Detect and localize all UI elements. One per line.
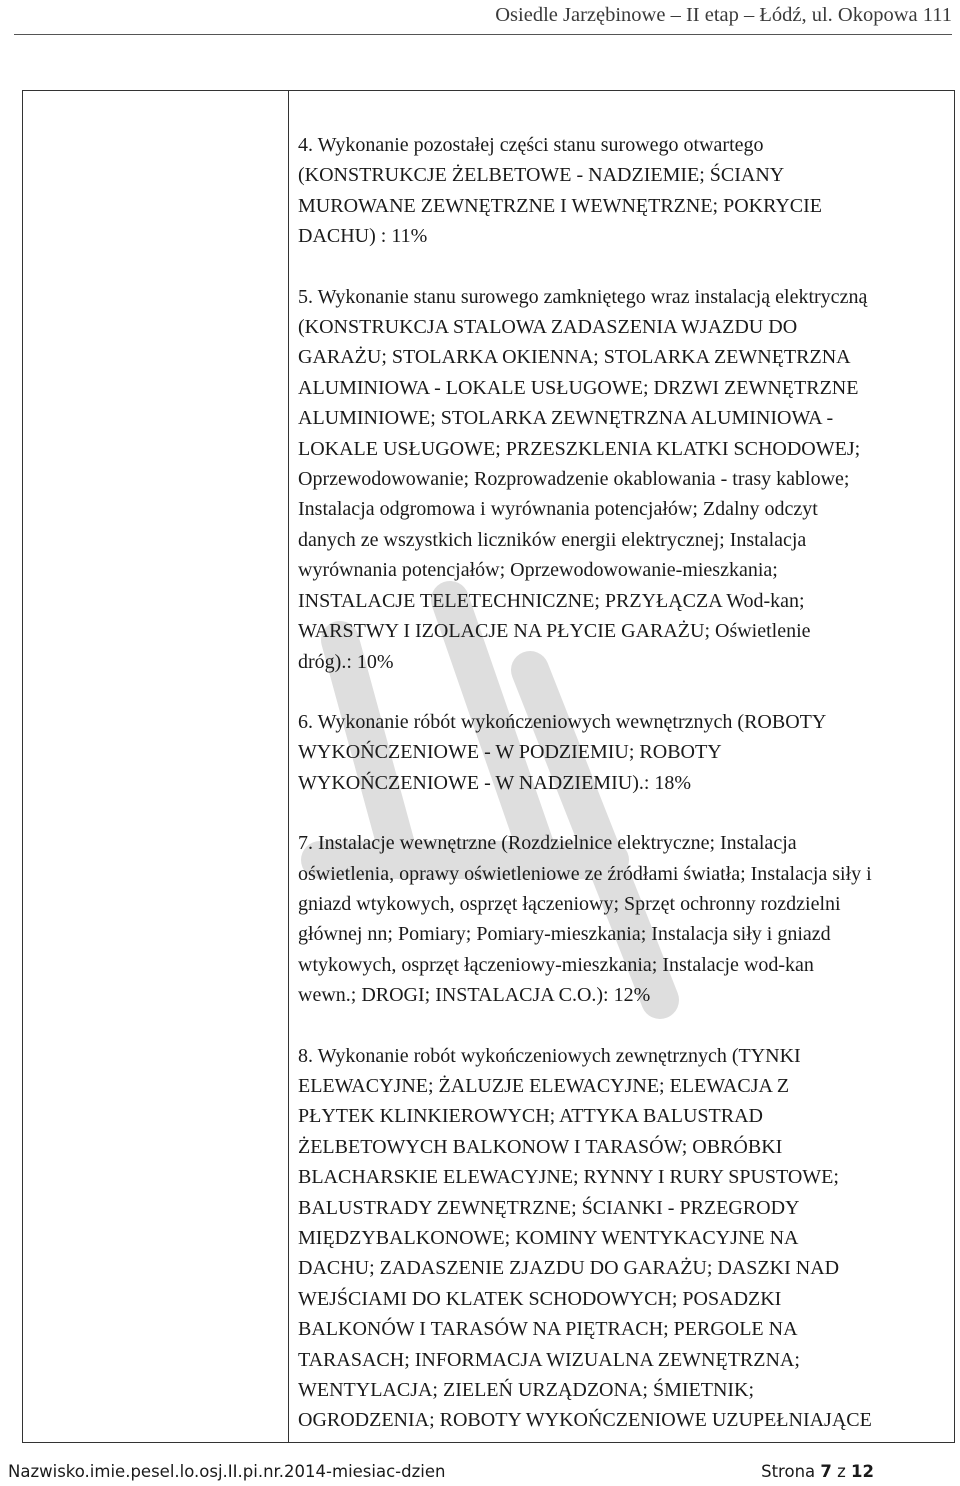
item-8-text: 8. Wykonanie robót wykończeniowych zewnętrznych (TYNKI ELEWACYJNE; ŻALUZJE ELEWACYJNE; ELEWACJA Z PŁYTEK KLINKIEROWYCH; ATTYKA BALUSTRAD ŻELBETOWYCH BALKONOW I TARASÓW; OBRÓBKI BLACHARSKIE ELEWACYJNE; RYNNY I RURY SPUSTOWE; BALUSTRADY ZEWNĘTRZNE; ŚCIANKI - PRZEGRODY MIĘDZYBALKONOWE; KOMINY WENTYKACYJNE NA DACHU; ZADASZENIE ZJAZDU DO GARAŻU; DASZKI NAD WEJŚCIAMI DO KLATEK SCHODOWYCH; POSADZKI BALKONÓW I TARASÓW NA PIĘTRACH; PERGOLE NA TARASACH; INFORMACJA WIZUALNA ZEWNĘTRZNA; WENTYLACJA; ZIELEŃ URZĄDZONA; ŚMIETNIK; OGRODZENIA; ROBOTY WYKOŃCZENIOWE UZUPEŁNIAJĄCE [298,1044,872,1432]
page-separator: z [831,1462,852,1481]
item-5-text: 5. Wykonanie stanu surowego zamkniętego wraz instalacją elektryczną (KONSTRUKCJA STALOWA ZADASZENIA WJAZDU DO GARAŻU; STOLARKA OKIENNA; STOLARKA ZEWNĘTRZNA ALUMINIOWA - LOKALE USŁUGOWE; DRZWI ZEWNĘTRZNE ALUMINIOWE; STOLARKA ZEWNĘTRZNA ALUMINIOWA - LOKALE USŁUGOWE; PRZESZKLENIA KLATKI SCHODOWEJ; Oprzewodowowanie; Rozprowadzenie okablowania - trasy kablowe; Instalacja odgromowa i wyrównania potencjałów; Zdalny odczyt danych ze wszystkich liczników energii elektrycznej; Instalacja wyrównania potencjałów; Oprzewodowowanie-mieszkania; INSTALACJE TELETECHNICZNE; PRZYŁĄCZA Wod-kan; WARSTWY I IZOLACJE NA PŁYCIE GARAŻU; Oświetlenie dróg).: [298,285,868,673]
page-current: 7 [820,1462,832,1481]
item-8 [298,1041,960,1436]
item-6 [298,707,960,798]
item-6-text: 6. Wykonanie róbót wykończeniowych wewnętrznych (ROBOTY WYKOŃCZENIOWE - W PODZIEMIU; ROBOTY WYKOŃCZENIOWE - W NADZIEMIU).: [298,710,827,794]
footer-document-id: Nazwisko.imie.pesel.lo.osj.II.pi.nr.2014-miesiac-dzien [8,1462,446,1481]
page-total: 12 [851,1462,874,1481]
item-7-percent: 12% [613,984,651,1007]
item-7-text: 7. Instalacje wewnętrzne (Rozdzielnice elektryczne; Instalacja oświetlenia, oprawy oświetleniowe ze źródłami światła; Instalacja siły i gniazd wtykowych, osprzęt łączeniowy; Sprzęt ochronny rozdzielni głównej nn; Pomiary; Pomiary-mieszkania; Instalacja siły i gniazd wtykowych, osprzęt łączeniowy-mieszkania; Instalacje wod-kan wewn.; DROGI; INSTALACJA C.O.): [298,832,872,1007]
item-7 [298,828,960,1010]
left-column-cell [23,91,289,1442]
item-4-text: 4. Wykonanie pozostałej części stanu surowego otwartego (KONSTRUKCJE ŻELBETOWE - NADZIEMIE; ŚCIANY MUROWANE ZEWNĘTRZNE I WEWNĘTRZNE; POKRYCIE DACHU) : [298,134,823,248]
header-divider [14,34,952,35]
page-prefix: Strona [761,1462,821,1481]
item-4 [298,130,960,252]
document-body [298,130,960,1466]
page-number [761,1462,874,1481]
page-header: Osiedle Jarzębinowe – II etap – Łódź, ul. Okopowa 111 [495,4,952,26]
item-5-percent: 10% [356,650,394,673]
item-6-percent: 18% [654,771,692,794]
page-footer [8,1458,874,1486]
item-4-percent: 11% [391,225,428,248]
item-5 [298,282,960,677]
